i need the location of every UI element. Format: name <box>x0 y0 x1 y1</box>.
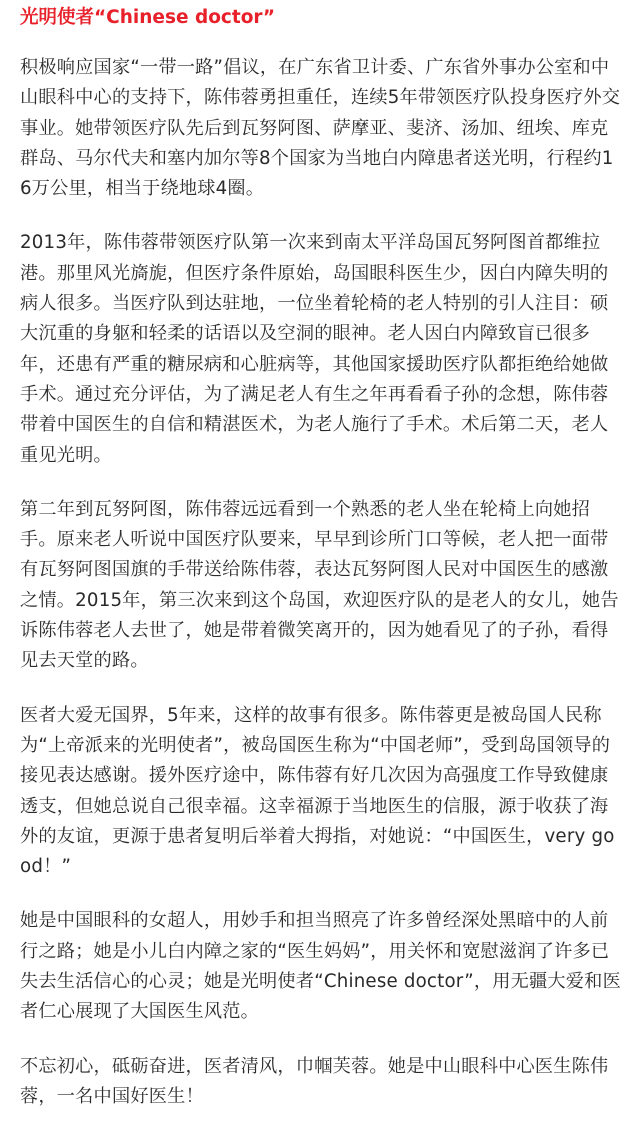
section-heading: 光明使者“Chinese doctor” <box>20 7 276 28</box>
paragraph-overview: 积极响应国家“一带一路”倡议，在广东省卫计委、广东省外事办公室和中山眼科中心的支持下，陈伟蓉勇担重任，连续5年带领医疗队投身医疗外交事业。她带领医疗队先后到瓦努阿图、萨摩亚、斐济、汤加、纽埃、库克群岛、马尔代夫和塞内加尔等8个国家为当地白内障患者送光明，行程约16万公里，相当于绕地球4圈。 <box>20 57 621 200</box>
paragraph-closing: 不忘初心，砥砺奋进，医者清风，巾帼芙蓉。她是中山眼科中心医生陈伟蓉，一名中国好医生！ <box>20 1055 609 1107</box>
article <box>20 0 624 1112</box>
paragraph-superwoman: 她是中国眼科的女超人，用妙手和担当照亮了许多曾经深处黑暗中的人前行之路；她是小儿白内障之家的“医生妈妈”，用关怀和宽慰滋润了许多已失去生活信心的心灵；她是光明使者“Chinese doctor”，用无疆大爱和医者仁心展现了大国医生风范。 <box>20 910 621 1023</box>
paragraph-return-visit: 第二年到瓦努阿图，陈伟蓉远远看到一个熟悉的老人坐在轮椅上向她招手。原来老人听说中国医疗队要来，早早到诊所门口等候，老人把一面带有瓦努阿图国旗的手带送给陈伟蓉，表达瓦努阿图人民对中国医生的感激之情。2015年，第三次来到这个岛国，欢迎医疗队的是老人的女儿，她告诉陈伟蓉老人去世了，她是带着微笑离开的，因为她看见了的子孙，看得见去天堂的路。 <box>20 498 619 672</box>
paragraph-no-borders: 医者大爱无国界，5年来，这样的故事有很多。陈伟蓉更是被岛国人民称为“上帝派来的光明使者”，被岛国医生称为“中国老师”，受到岛国领导的接见表达感谢。援外医疗途中，陈伟蓉有好几次因为高强度工作导致健康透支，但她总说自己很幸福。这幸福源于当地医生的信服，源于收获了海外的友谊，更源于患者复明后举着大拇指，对她说：“中国医生，very good！” <box>20 704 615 878</box>
paragraph-vanuatu-2013: 2013年，陈伟蓉带领医疗队第一次来到南太平洋岛国瓦努阿图首都维拉港。那里风光旖旎，但医疗条件原始，岛国眼科医生少，因白内障失明的病人很多。当医疗队到达驻地，一位坐着轮椅的老人特别的引人注目：硕大沉重的身躯和轻柔的话语以及空洞的眼神。老人因白内障致盲已很多年，还患有严重的糖尿病和心脏病等，其他国家援助医疗队都拒绝给她做手术。通过充分评估，为了满足老人有生之年再看看子孙的念想，陈伟蓉带着中国医生的自信和精湛医术，为老人施行了手术。术后第二天，老人重见光明。 <box>20 232 609 466</box>
